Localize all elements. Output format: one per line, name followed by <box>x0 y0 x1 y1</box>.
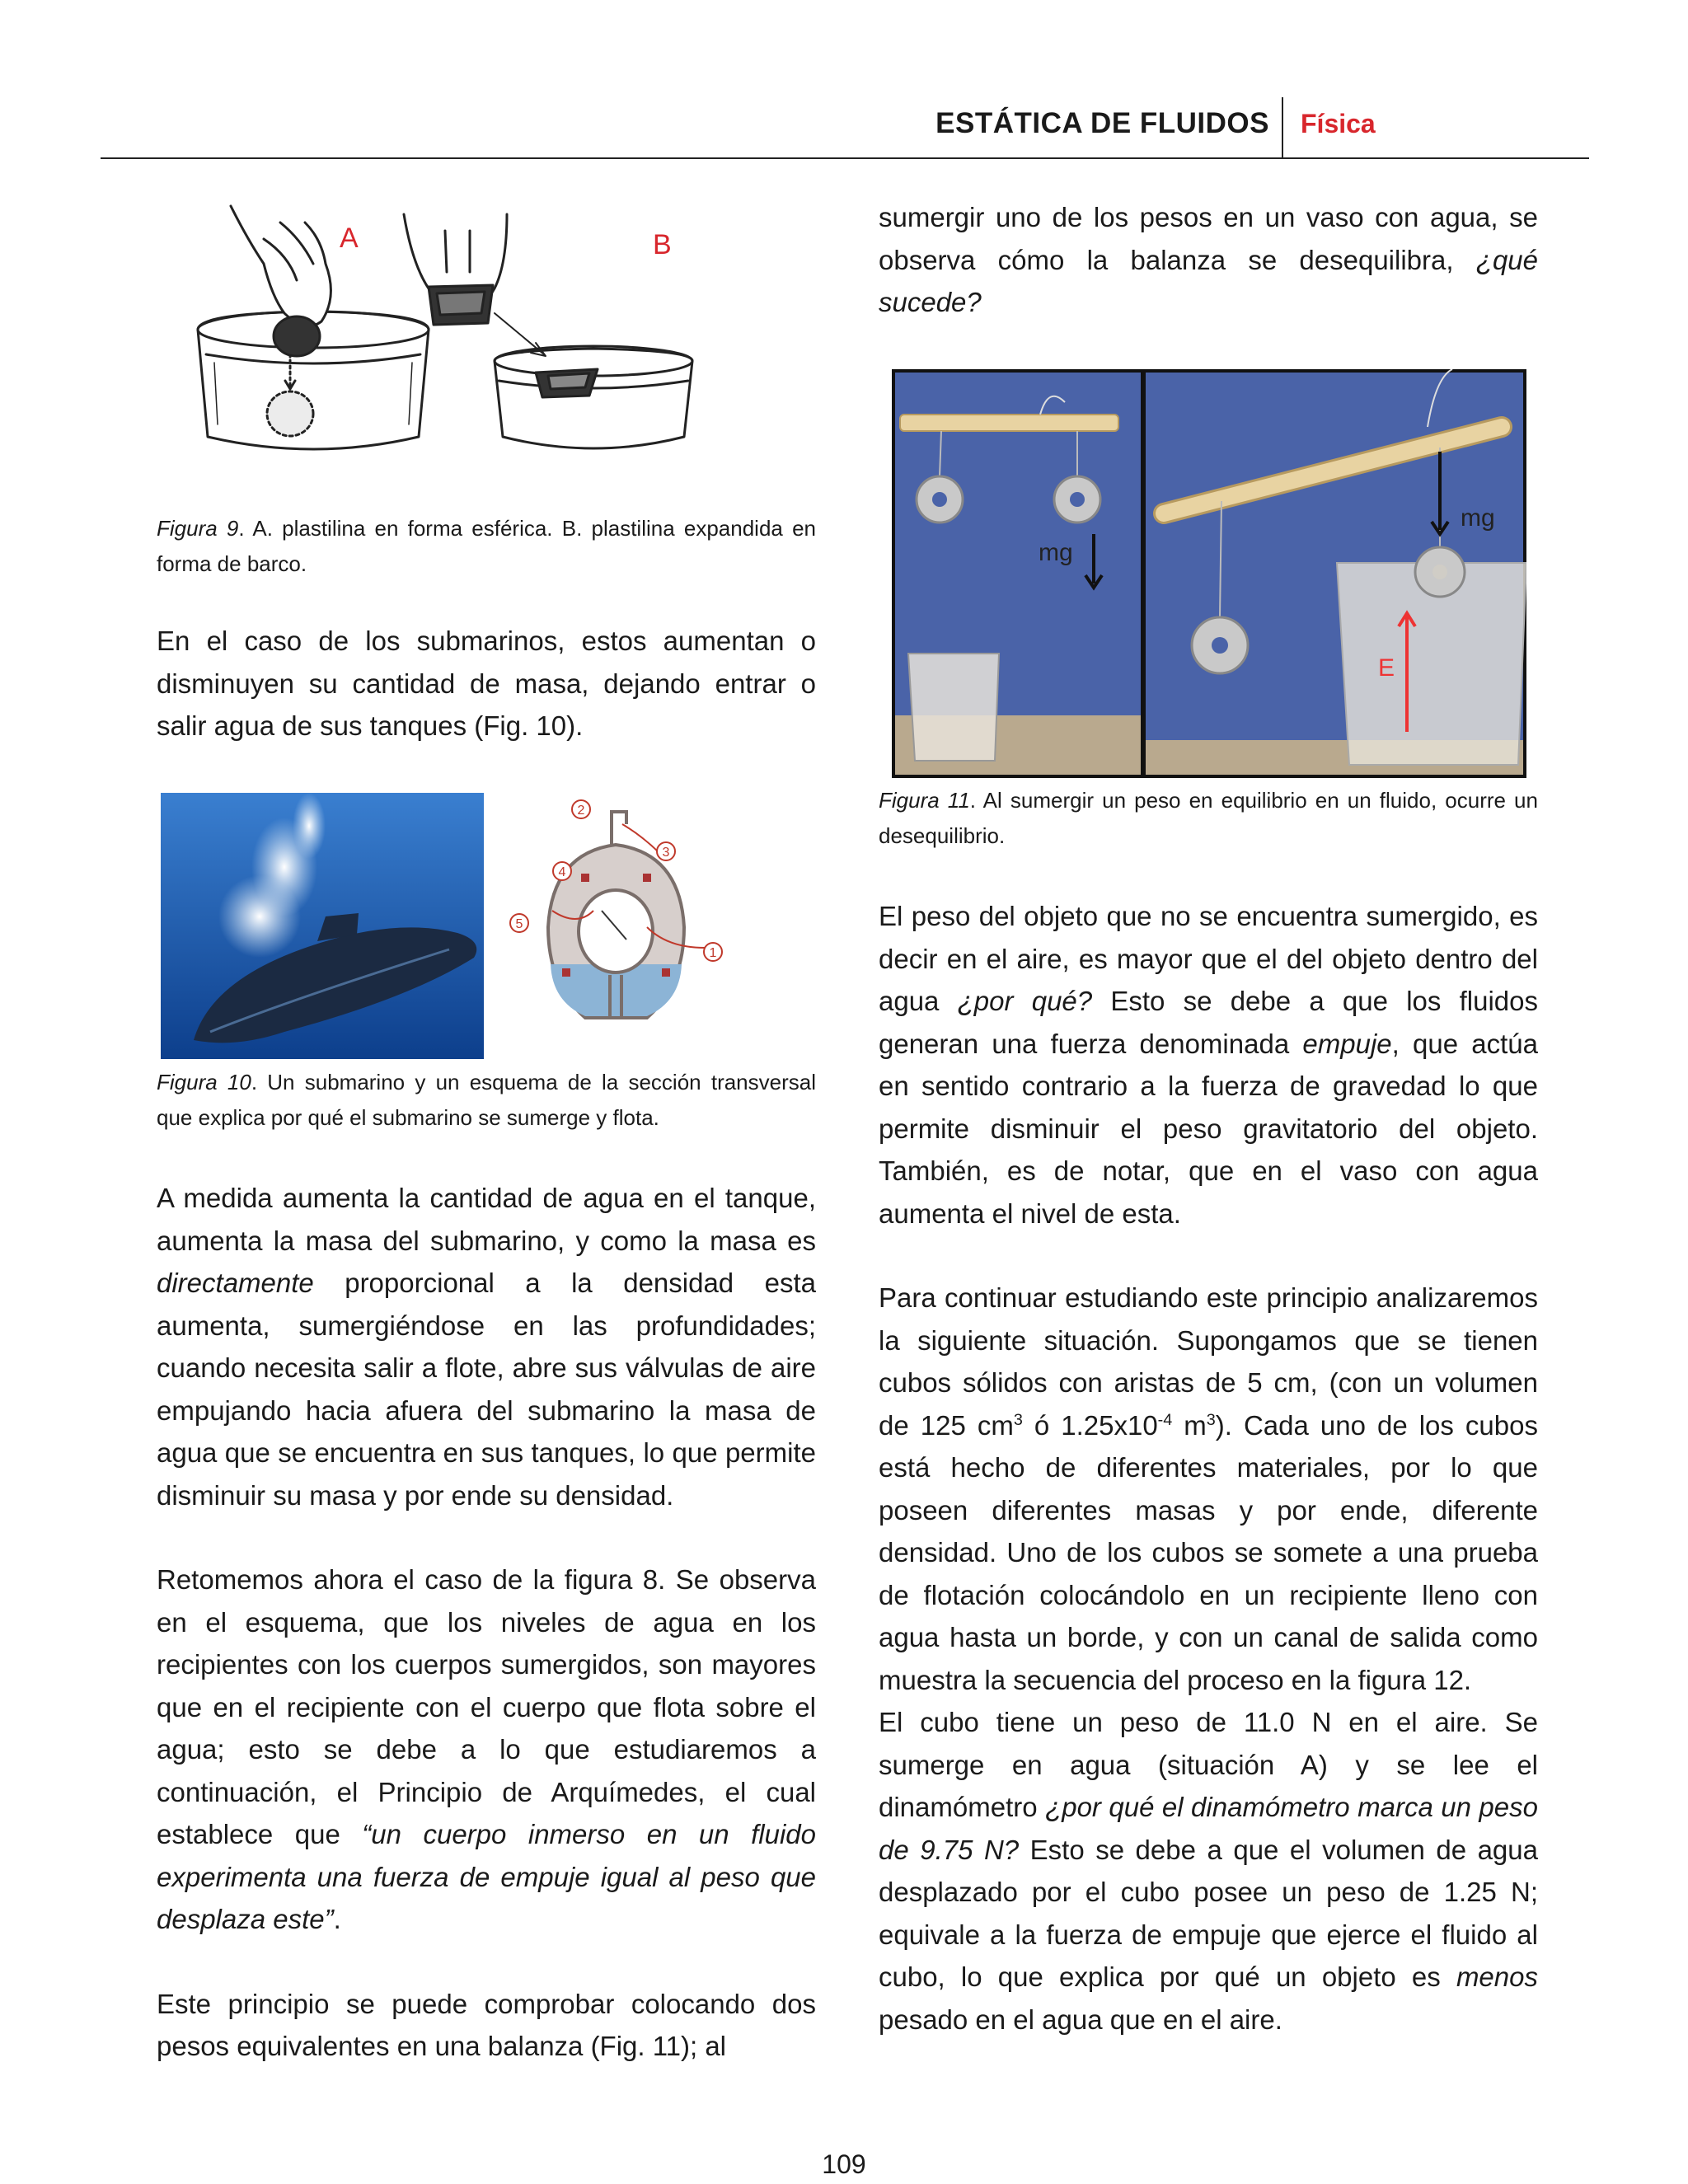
running-header-subject: Física <box>1301 109 1376 138</box>
paragraph-submarines: En el caso de los submarinos, estos aumentan o disminuyen su cantidad de masa, dejando entrar o salir agua de sus tanques (Fig. 10). <box>157 626 816 741</box>
figure-9-label-b: B <box>653 229 672 260</box>
header-rule <box>101 157 1589 159</box>
paragraph-balance-continued <box>879 196 1538 324</box>
text-run: , que actúa en sentido contrario a la fuerza de gravedad lo que permite disminuir el peso gravitatorio del objeto. También, es de notar, que en el vaso con agua aumenta el nivel de esta. <box>879 1028 1539 1229</box>
text-run: Esto se debe a que los fluidos generan una fuerza denominada <box>879 986 1538 1059</box>
text-run: proporcional a la densidad esta aumenta, sumergiéndose en las profundidades; cuando necesita salir a flote, abre sus válvulas de aire empujando hacia afuera del submarino la masa de agua que se encuentra en sus tanques, lo que permite disminuir su masa y por ende su densidad. <box>157 1268 816 1511</box>
callout-3: 3 <box>662 846 670 860</box>
text-run: Para continuar estudiando este principio analizaremos la siguiente situación. Supongamos que se tienen cubos sólidos con aristas de 5 cm, (con un volumen de 125 cm <box>879 1282 1538 1441</box>
figure-10-caption-label: Figura 10 <box>157 1070 251 1094</box>
figure-10-cross-section-diagram <box>503 787 729 1047</box>
label-mg-left: mg <box>1039 539 1073 566</box>
label-mg-right: mg <box>1461 504 1495 532</box>
label-buoyancy-e: E <box>1378 654 1395 682</box>
text-emphasis: ¿por qué el dinamómetro marca un peso de 9.75 N? <box>879 1792 1538 1865</box>
right-column-block-1 <box>879 196 1538 324</box>
sunken-ball <box>267 391 313 436</box>
header-separator <box>1282 97 1283 158</box>
callout-1: 1 <box>709 946 717 960</box>
paragraph-archimedes <box>157 1558 816 1941</box>
paragraph-gap <box>157 1941 816 1983</box>
left-column-block-1 <box>157 620 816 748</box>
text-emphasis: “un cuerpo inmerso en un fluido experimenta una fuerza de empuje igual al peso que desplaza este” <box>157 1819 816 1934</box>
figure-11-caption-label: Figura 11 <box>879 788 970 813</box>
text-run: A medida aumenta la cantidad de agua en el tanque, aumenta la masa del submarino, y como la masa es <box>157 1183 816 1256</box>
figure-10-caption-text: . Un submarino y un esquema de la sección transversal que explica por qué el submarino se sumerge y flota. <box>157 1070 816 1130</box>
text-run: ). Cada uno de los cubos está hecho de diferentes materiales, por lo que poseen diferentes masas y por ende, diferente densidad. Uno de los cubos se somete a una prueba de flotación colocándolo en un recipiente lleno con agua hasta un borde, y con un canal de salida como muestra la secuencia del proceso en la figura 12. <box>879 1409 1538 1695</box>
callout-5: 5 <box>515 917 523 931</box>
superscript: 3 <box>1013 1410 1023 1429</box>
bowl-b <box>495 349 692 448</box>
text-emphasis: empuje <box>1302 1028 1392 1059</box>
text-emphasis: menos <box>1456 1961 1538 1992</box>
text-emphasis: ¿qué sucede? <box>879 244 1538 317</box>
text-run: Retomemos ahora el caso de la figura 8. Se observa en el esquema, que los niveles de agua en los recipientes con los cuerpos sumergidos, son mayores que en el recipiente con el cuerpo que flota sobre el agua; esto se debe a lo que estudiaremos a continuación, el Principio de Arquímedes, el cual establece que <box>157 1564 816 1849</box>
figure-11-caption-text: . Al sumergir un peso en equilibrio en un fluido, ocurre un desequilibrio. <box>879 788 1538 848</box>
paragraph-cubes <box>879 1277 1538 1701</box>
text-run: El peso del objeto que no se encuentra sumergido, es decir en el aire, es mayor que el del objeto dentro del agua <box>879 901 1538 1016</box>
paragraph-gap <box>157 1516 816 1558</box>
text-run: El cubo tiene un peso de 11.0 N en el aire. Se sumerge en agua (situación A) y se lee el dinamómetro <box>879 1707 1538 1822</box>
figure-9-illustration <box>181 190 709 474</box>
left-column-block-2 <box>157 1177 816 2068</box>
figure-9-caption-label: Figura 9 <box>157 516 239 541</box>
text-run: Esto se debe a que el volumen de agua desplazado por el cubo posee un peso de 1.25 N; equivale a la fuerza de empuje que ejerce el fluido al cubo, lo que explica por qué un objeto es <box>879 1834 1538 1992</box>
paragraph-balance-test: Este principio se puede comprobar colocando dos pesos equivalentes en una balanza (Fig. 11); al <box>157 1988 816 2061</box>
callout-2: 2 <box>577 804 585 818</box>
empty-cup <box>908 654 999 761</box>
page-number: 109 <box>822 2149 866 2179</box>
running-header-title: ESTÁTICA DE FLUIDOS <box>935 107 1269 139</box>
text-run: sumergir uno de los pesos en un vaso con agua, se observa cómo la balanza se desequilibra, <box>879 202 1538 275</box>
figure-9-caption-text: . A. plastilina en forma esférica. B. plastilina expandida en forma de barco. <box>157 516 816 576</box>
figure-9-caption <box>157 511 816 582</box>
superscript: 3 <box>1206 1410 1216 1429</box>
figure-9-label-a: A <box>340 223 359 254</box>
paragraph-buoyancy <box>879 895 1538 1235</box>
right-column-block-2 <box>879 895 1538 2041</box>
superscript: -4 <box>1157 1410 1173 1429</box>
paragraph-dynamometer <box>879 1701 1538 2041</box>
callout-4: 4 <box>558 865 566 879</box>
text-emphasis: directamente <box>157 1268 314 1298</box>
text-run: ó 1.25x10 <box>1022 1409 1158 1441</box>
text-run: m <box>1172 1409 1207 1441</box>
text-run: pesado en el agua que en el aire. <box>879 2004 1282 2035</box>
paragraph-gap <box>879 1235 1538 1277</box>
figure-10-caption <box>157 1065 816 1136</box>
figure-11-caption <box>879 783 1538 854</box>
text-emphasis: ¿por qué? <box>957 986 1093 1016</box>
plasticine-ball <box>274 316 320 356</box>
figure-10-submarine-photo <box>161 793 484 1059</box>
figure-11-balance-photo <box>892 369 1526 778</box>
text-run: . <box>333 1904 341 1934</box>
paragraph-tank-water <box>157 1177 816 1516</box>
